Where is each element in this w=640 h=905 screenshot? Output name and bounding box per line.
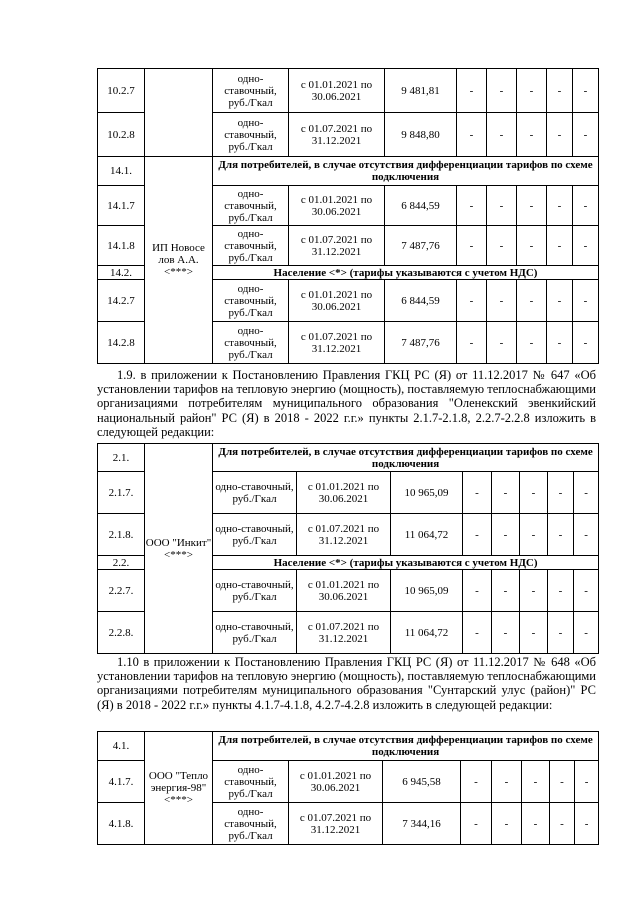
dash-cell: - bbox=[550, 761, 575, 803]
tariff-value: 6 945,58 bbox=[383, 761, 461, 803]
rate-type: одно-ставочный, руб./Гкал bbox=[213, 761, 289, 803]
period: с 01.01.2021 по 30.06.2021 bbox=[289, 69, 385, 113]
rate-type: одно-ставочный, руб./Гкал bbox=[213, 612, 297, 654]
dash-cell: - bbox=[487, 186, 517, 226]
dash-cell: - bbox=[548, 514, 574, 556]
dash-cell: - bbox=[548, 472, 574, 514]
dash-cell: - bbox=[463, 570, 492, 612]
row-code: 14.2. bbox=[98, 266, 145, 280]
amendment-paragraph-1 bbox=[97, 368, 596, 439]
dash-cell: - bbox=[574, 514, 599, 556]
dash-cell: - bbox=[457, 186, 487, 226]
rate-type: одно-ставочный, руб./Гкал bbox=[213, 514, 297, 556]
period: с 01.07.2021 по 31.12.2021 bbox=[289, 226, 385, 266]
period: с 01.01.2021 по 30.06.2021 bbox=[289, 761, 383, 803]
section-header: Для потребителей, в случае отсутствия дифференциации тарифов по схеме подключения bbox=[213, 444, 599, 472]
table-row bbox=[98, 157, 599, 186]
dash-cell: - bbox=[574, 570, 599, 612]
section-header: Население <*> (тарифы указываются с учетом НДС) bbox=[213, 266, 599, 280]
dash-cell: - bbox=[547, 280, 573, 322]
tariff-table-3 bbox=[97, 731, 599, 845]
period: с 01.01.2021 по 30.06.2021 bbox=[289, 280, 385, 322]
dash-cell: - bbox=[547, 113, 573, 157]
dash-cell: - bbox=[574, 472, 599, 514]
dash-cell: - bbox=[492, 803, 522, 845]
dash-cell: - bbox=[550, 803, 575, 845]
row-code: 4.1.7. bbox=[98, 761, 145, 803]
dash-cell: - bbox=[487, 280, 517, 322]
row-code: 10.2.7 bbox=[98, 69, 145, 113]
row-code: 2.1.7. bbox=[98, 472, 145, 514]
section-header: Для потребителей, в случае отсутствия дифференциации тарифов по схеме подключения bbox=[213, 157, 599, 186]
org-name: ООО "Тепло энергия-98" <***> bbox=[145, 732, 213, 845]
dash-cell: - bbox=[457, 113, 487, 157]
dash-cell: - bbox=[574, 612, 599, 654]
period: с 01.01.2021 по 30.06.2021 bbox=[289, 186, 385, 226]
dash-cell: - bbox=[487, 69, 517, 113]
dash-cell: - bbox=[463, 514, 492, 556]
dash-cell: - bbox=[522, 761, 550, 803]
row-code: 2.2.7. bbox=[98, 570, 145, 612]
dash-cell: - bbox=[463, 472, 492, 514]
dash-cell: - bbox=[573, 113, 599, 157]
rate-type: одно-ставочный, руб./Гкал bbox=[213, 570, 297, 612]
org-name: ООО "Инкит" <***> bbox=[145, 444, 213, 654]
dash-cell: - bbox=[487, 226, 517, 266]
org-name: ИП Новосе лов А.А. <***> bbox=[145, 157, 213, 364]
tariff-table-1 bbox=[97, 68, 599, 364]
period: с 01.07.2021 по 31.12.2021 bbox=[297, 514, 391, 556]
org-cell-empty bbox=[145, 69, 213, 157]
period: с 01.07.2021 по 31.12.2021 bbox=[289, 803, 383, 845]
row-code: 4.1.8. bbox=[98, 803, 145, 845]
section-header: Население <*> (тарифы указываются с учетом НДС) bbox=[213, 556, 599, 570]
dash-cell: - bbox=[517, 186, 547, 226]
dash-cell: - bbox=[457, 69, 487, 113]
dash-cell: - bbox=[575, 761, 599, 803]
dash-cell: - bbox=[457, 280, 487, 322]
rate-type: одно-ставочный, руб./Гкал bbox=[213, 69, 289, 113]
dash-cell: - bbox=[573, 226, 599, 266]
dash-cell: - bbox=[548, 570, 574, 612]
tariff-value: 9 481,81 bbox=[385, 69, 457, 113]
tariff-value: 7 487,76 bbox=[385, 226, 457, 266]
dash-cell: - bbox=[492, 612, 520, 654]
tariff-value: 6 844,59 bbox=[385, 186, 457, 226]
row-code: 2.1. bbox=[98, 444, 145, 472]
amendment-paragraph-2 bbox=[97, 655, 596, 712]
dash-cell: - bbox=[548, 612, 574, 654]
row-code: 2.2. bbox=[98, 556, 145, 570]
dash-cell: - bbox=[520, 570, 548, 612]
rate-type: одно-ставочный, руб./Гкал bbox=[213, 322, 289, 364]
dash-cell: - bbox=[461, 761, 492, 803]
tariff-value: 11 064,72 bbox=[391, 514, 463, 556]
rate-type: одно-ставочный, руб./Гкал bbox=[213, 280, 289, 322]
period: с 01.01.2021 по 30.06.2021 bbox=[297, 570, 391, 612]
period: с 01.07.2021 по 31.12.2021 bbox=[297, 612, 391, 654]
row-code: 14.2.8 bbox=[98, 322, 145, 364]
dash-cell: - bbox=[492, 514, 520, 556]
dash-cell: - bbox=[457, 226, 487, 266]
dash-cell: - bbox=[517, 69, 547, 113]
row-code: 14.2.7 bbox=[98, 280, 145, 322]
dash-cell: - bbox=[517, 322, 547, 364]
dash-cell: - bbox=[573, 322, 599, 364]
tariff-value: 9 848,80 bbox=[385, 113, 457, 157]
dash-cell: - bbox=[547, 186, 573, 226]
table-row bbox=[98, 444, 599, 472]
dash-cell: - bbox=[492, 761, 522, 803]
dash-cell: - bbox=[461, 803, 492, 845]
tariff-value: 10 965,09 bbox=[391, 570, 463, 612]
tariff-value: 6 844,59 bbox=[385, 280, 457, 322]
dash-cell: - bbox=[457, 322, 487, 364]
dash-cell: - bbox=[573, 69, 599, 113]
dash-cell: - bbox=[463, 612, 492, 654]
rate-type: одно-ставочный, руб./Гкал bbox=[213, 186, 289, 226]
dash-cell: - bbox=[492, 570, 520, 612]
tariff-value: 11 064,72 bbox=[391, 612, 463, 654]
dash-cell: - bbox=[520, 612, 548, 654]
row-code: 14.1. bbox=[98, 157, 145, 186]
paragraph-text: 1.10 в приложении к Постановлению Правления ГКЦ РС (Я) от 11.12.2017 № 648 «Об установлении тарифов на тепловую энергию (мощность), поставляемую теплоснабжающими организациями потребителям муниципального образования "Сунтарский улус (район)" РС (Я) в 2018 - 2022 г.г.» пункты 4.1.7-4.1.8, 4.2.7-4.2.8 изложить в следующей редакции: bbox=[97, 655, 596, 712]
tariff-value: 10 965,09 bbox=[391, 472, 463, 514]
rate-type: одно-ставочный, руб./Гкал bbox=[213, 113, 289, 157]
dash-cell: - bbox=[520, 472, 548, 514]
dash-cell: - bbox=[573, 186, 599, 226]
dash-cell: - bbox=[547, 69, 573, 113]
table-row bbox=[98, 732, 599, 761]
row-code: 14.1.8 bbox=[98, 226, 145, 266]
paragraph-text: 1.9. в приложении к Постановлению Правления ГКЦ РС (Я) от 11.12.2017 № 647 «Об установлении тарифов на тепловую энергию (мощность), поставляемую теплоснабжающими организациями потребителям муниципального образования "Оленекский эвенкийский национальный район" РС (Я) в 2018 - 2022 г.г.» пункты 2.1.7-2.1.8, 2.2.7-2.2.8 изложить в следующей редакции: bbox=[97, 368, 596, 439]
dash-cell: - bbox=[573, 280, 599, 322]
dash-cell: - bbox=[520, 514, 548, 556]
dash-cell: - bbox=[547, 226, 573, 266]
row-code: 2.1.8. bbox=[98, 514, 145, 556]
table-row bbox=[98, 69, 599, 113]
row-code: 2.2.8. bbox=[98, 612, 145, 654]
dash-cell: - bbox=[487, 113, 517, 157]
dash-cell: - bbox=[575, 803, 599, 845]
row-code: 14.1.7 bbox=[98, 186, 145, 226]
period: с 01.07.2021 по 31.12.2021 bbox=[289, 322, 385, 364]
row-code: 10.2.8 bbox=[98, 113, 145, 157]
tariff-value: 7 487,76 bbox=[385, 322, 457, 364]
dash-cell: - bbox=[517, 113, 547, 157]
dash-cell: - bbox=[522, 803, 550, 845]
tariff-value: 7 344,16 bbox=[383, 803, 461, 845]
row-code: 4.1. bbox=[98, 732, 145, 761]
rate-type: одно-ставочный, руб./Гкал bbox=[213, 803, 289, 845]
rate-type: одно-ставочный, руб./Гкал bbox=[213, 226, 289, 266]
dash-cell: - bbox=[517, 280, 547, 322]
period: с 01.07.2021 по 31.12.2021 bbox=[289, 113, 385, 157]
period: с 01.01.2021 по 30.06.2021 bbox=[297, 472, 391, 514]
tariff-table-2 bbox=[97, 443, 599, 654]
dash-cell: - bbox=[487, 322, 517, 364]
dash-cell: - bbox=[517, 226, 547, 266]
section-header: Для потребителей, в случае отсутствия дифференциации тарифов по схеме подключения bbox=[213, 732, 599, 761]
dash-cell: - bbox=[547, 322, 573, 364]
dash-cell: - bbox=[492, 472, 520, 514]
rate-type: одно-ставочный, руб./Гкал bbox=[213, 472, 297, 514]
